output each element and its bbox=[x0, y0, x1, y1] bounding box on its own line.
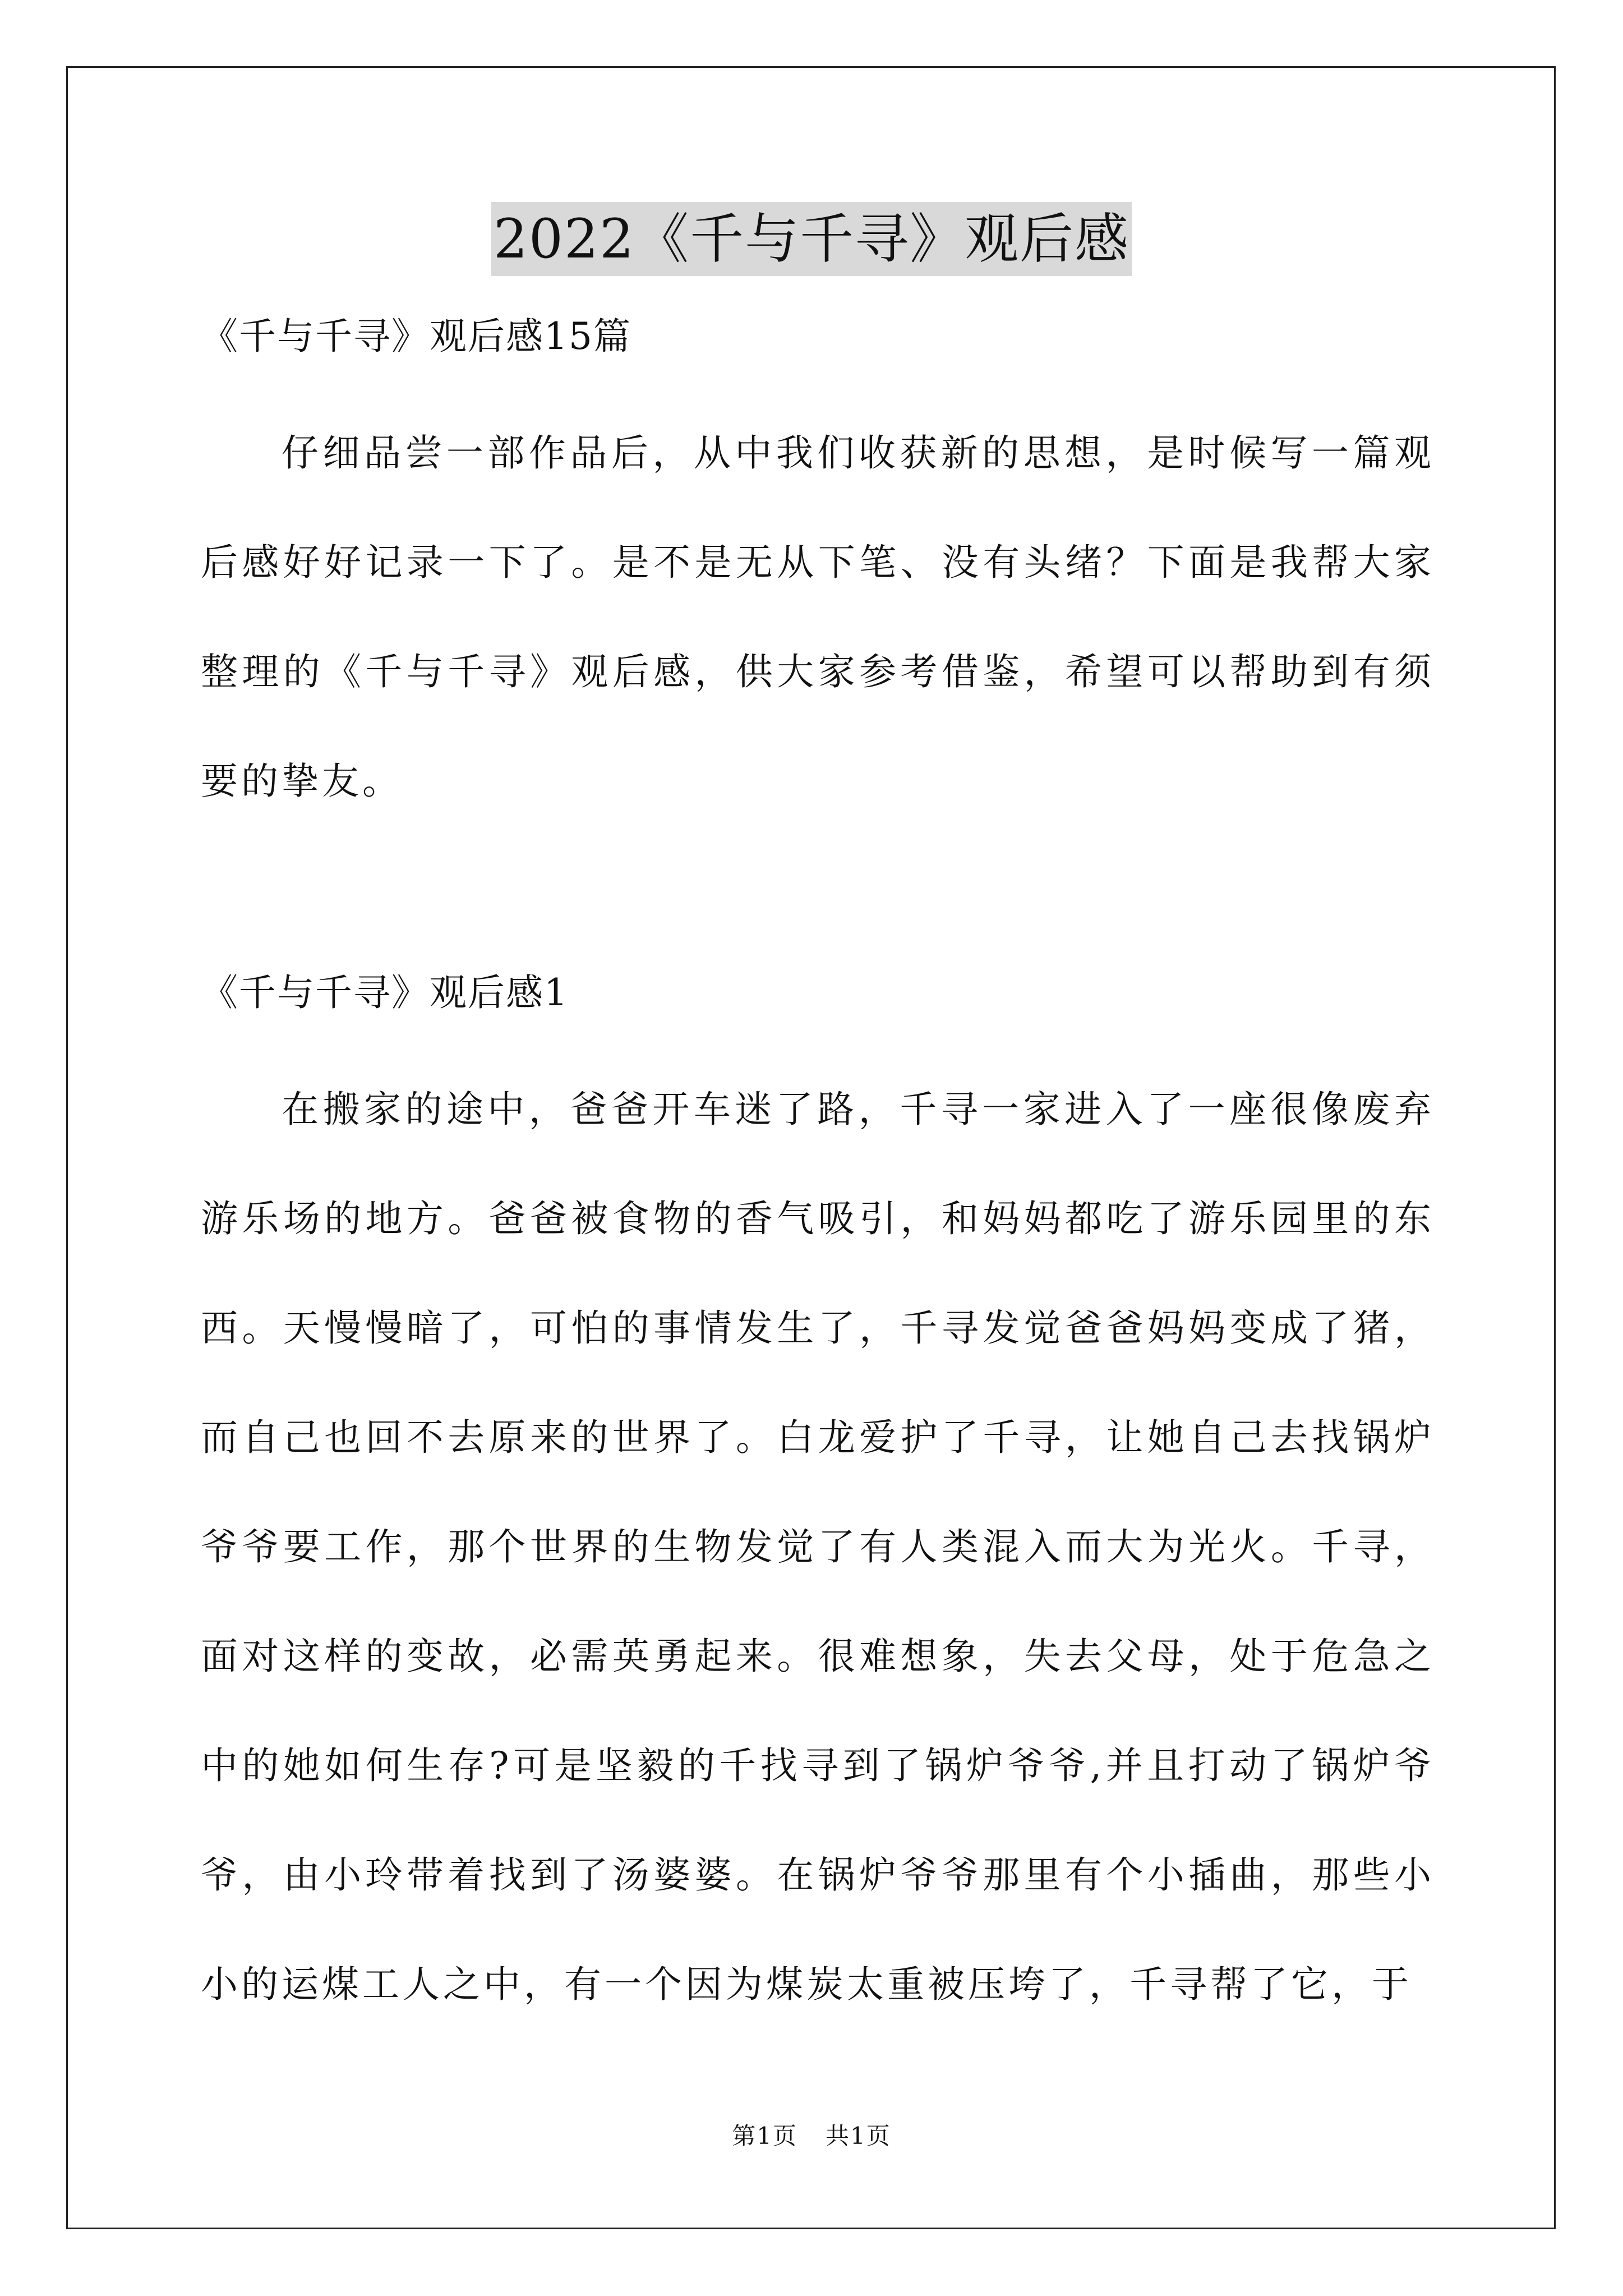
page-footer bbox=[0, 2119, 1623, 2153]
document-title: 2022《千与千寻》观后感 bbox=[491, 202, 1132, 276]
intro-paragraph: 仔细品尝一部作品后，从中我们收获新的思想，是时候写一篇观后感好好记录一下了。是不是无从下笔、没有头绪？下面是我帮大家整理的《千与千寻》观后感，供大家参考借鉴，希望可以帮助到有须要的挚友。 bbox=[201, 431, 1435, 803]
subtitle: 《千与千寻》观后感15篇 bbox=[201, 315, 631, 358]
page-total: 共1页 bbox=[826, 2122, 891, 2150]
spacer bbox=[201, 365, 1435, 398]
section-heading: 《千与千寻》观后感1 bbox=[201, 971, 569, 1014]
spacer bbox=[201, 836, 1435, 965]
section-paragraph: 在搬家的途中，爸爸开车迷了路，千寻一家进入了一座很像废弃游乐场的地方。爸爸被食物的香气吸引，和妈妈都吃了游乐园里的东西。天慢慢暗了，可怕的事情发生了，千寻发觉爸爸妈妈变成了猪，而自己也回不去原来的世界了。白龙爱护了千寻，让她自己去找锅炉爷爷要工作，那个世界的生物发觉了有人类混入而大为光火。千寻，面对这样的变故，必需英勇起来。很难想象，失去父母，处于危急之中的她如何生存?可是坚毅的千找寻到了锅炉爷爷,并且打动了锅炉爷爷，由小玲带着找到了汤婆婆。在锅炉爷爷那里有个小插曲，那些小小的运煤工人之中，有一个因为煤炭太重被压垮了，千寻帮了它，于 bbox=[201, 1088, 1435, 2006]
page-number: 第1页 bbox=[732, 2122, 797, 2150]
document-body bbox=[201, 309, 1435, 2039]
title-container bbox=[0, 202, 1623, 276]
spacer bbox=[201, 1021, 1435, 1055]
